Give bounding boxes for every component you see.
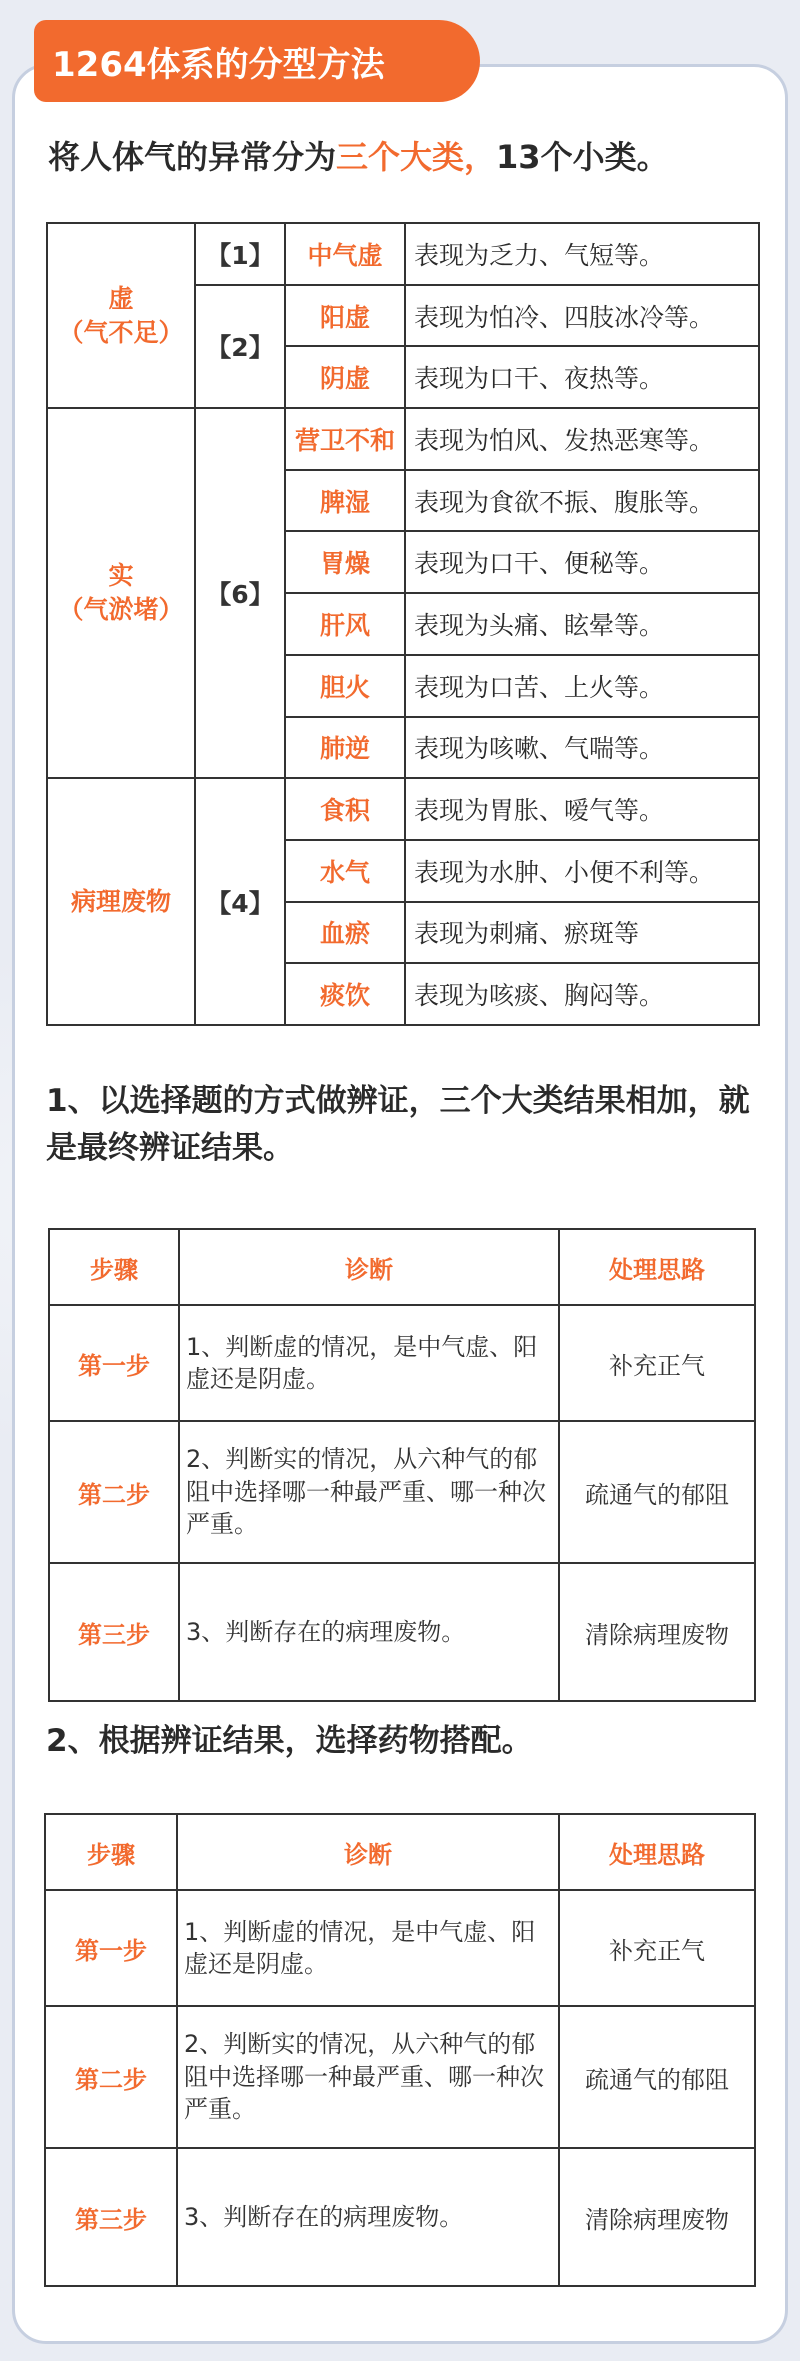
- type-description: 表现为口苦、上火等。: [405, 655, 759, 717]
- type-description: 表现为食欲不振、腹胀等。: [405, 470, 759, 532]
- type-name: 痰饮: [285, 963, 405, 1025]
- type-name: 肺逆: [285, 717, 405, 779]
- type-name: 胃燥: [285, 531, 405, 593]
- type-name: 脾湿: [285, 470, 405, 532]
- type-description: 表现为怕风、发热恶寒等。: [405, 408, 759, 470]
- step-action: 疏通气的郁阻: [559, 1421, 755, 1563]
- table-row: [47, 778, 759, 840]
- type-description: 表现为水肿、小便不利等。: [405, 840, 759, 902]
- type-name: 阴虚: [285, 346, 405, 408]
- type-description: 表现为刺痛、瘀斑等: [405, 902, 759, 964]
- step-diagnosis: 2、判断实的情况，从六种气的郁阻中选择哪一种最严重、哪一种次严重。: [179, 1421, 559, 1563]
- type-name: 阳虚: [285, 285, 405, 347]
- type-description: 表现为头痛、眩晕等。: [405, 593, 759, 655]
- step-label: 第二步: [45, 2006, 177, 2148]
- table-row: [49, 1563, 755, 1701]
- type-name: 中气虚: [285, 223, 405, 285]
- type-name: 肝风: [285, 593, 405, 655]
- step-label: 第一步: [49, 1305, 179, 1421]
- step-diagnosis: 1、判断虚的情况，是中气虚、阳虚还是阴虚。: [177, 1890, 559, 2006]
- header-action: 处理思路: [559, 1229, 755, 1305]
- type-description: 表现为胃胀、嗳气等。: [405, 778, 759, 840]
- step-action: 补充正气: [559, 1305, 755, 1421]
- type-name: 血瘀: [285, 902, 405, 964]
- type-name: 水气: [285, 840, 405, 902]
- step-diagnosis: 3、判断存在的病理废物。: [179, 1563, 559, 1701]
- step-action: 补充正气: [559, 1890, 755, 2006]
- table-row: [45, 2148, 755, 2286]
- step-label: 第三步: [45, 2148, 177, 2286]
- table-header-row: [49, 1229, 755, 1305]
- table-header-row: [45, 1814, 755, 1890]
- table-row: [45, 2006, 755, 2148]
- header-action: 处理思路: [559, 1814, 755, 1890]
- table-row: [49, 1305, 755, 1421]
- step-action: 清除病理废物: [559, 1563, 755, 1701]
- type-description: 表现为咳痰、胸闷等。: [405, 963, 759, 1025]
- header-step: 步骤: [49, 1229, 179, 1305]
- subgroup-count: 【1】: [195, 223, 285, 285]
- step-diagnosis: 3、判断存在的病理废物。: [177, 2148, 559, 2286]
- table-row: [49, 1421, 755, 1563]
- type-name: 胆火: [285, 655, 405, 717]
- type-description: 表现为口干、便秘等。: [405, 531, 759, 593]
- intro-suffix: 13个小类。: [496, 138, 669, 176]
- step-label: 第二步: [49, 1421, 179, 1563]
- subgroup-count: 【4】: [195, 778, 285, 1025]
- category-excess: 实 （气淤堵）: [47, 408, 195, 778]
- section2-steps-table: [44, 1813, 756, 2287]
- type-description: 表现为口干、夜热等。: [405, 346, 759, 408]
- subgroup-count: 【6】: [195, 408, 285, 778]
- step-label: 第三步: [49, 1563, 179, 1701]
- section1-heading: 1、以选择题的方式做辨证，三个大类结果相加，就是最终辨证结果。: [46, 1083, 750, 1166]
- category-pathological-waste: 病理废物: [47, 778, 195, 1025]
- type-name: 营卫不和: [285, 408, 405, 470]
- type-name: 食积: [285, 778, 405, 840]
- step-action: 清除病理废物: [559, 2148, 755, 2286]
- intro-highlight: 三个大类，: [336, 138, 497, 176]
- page-title: 1264体系的分型方法: [34, 20, 480, 102]
- step-diagnosis: 2、判断实的情况，从六种气的郁阻中选择哪一种最严重、哪一种次严重。: [177, 2006, 559, 2148]
- classification-table: [46, 222, 760, 1026]
- type-description: 表现为乏力、气短等。: [405, 223, 759, 285]
- intro-text: [48, 132, 768, 178]
- type-description: 表现为咳嗽、气喘等。: [405, 717, 759, 779]
- step-diagnosis: 1、判断虚的情况，是中气虚、阳虚还是阴虚。: [179, 1305, 559, 1421]
- type-description: 表现为怕冷、四肢冰冷等。: [405, 285, 759, 347]
- header-diagnosis: 诊断: [179, 1229, 559, 1305]
- intro-prefix: 将人体气的异常分为: [48, 138, 337, 176]
- table-row: [47, 223, 759, 285]
- subgroup-count: 【2】: [195, 285, 285, 408]
- header-diagnosis: 诊断: [177, 1814, 559, 1890]
- table-row: [47, 408, 759, 470]
- category-deficiency: 虚 （气不足）: [47, 223, 195, 408]
- step-action: 疏通气的郁阻: [559, 2006, 755, 2148]
- section1-steps-table: [48, 1228, 756, 1702]
- table-row: [45, 1890, 755, 2006]
- section2-heading: 2、根据辨证结果，选择药物搭配。: [46, 1723, 533, 1759]
- header-step: 步骤: [45, 1814, 177, 1890]
- step-label: 第一步: [45, 1890, 177, 2006]
